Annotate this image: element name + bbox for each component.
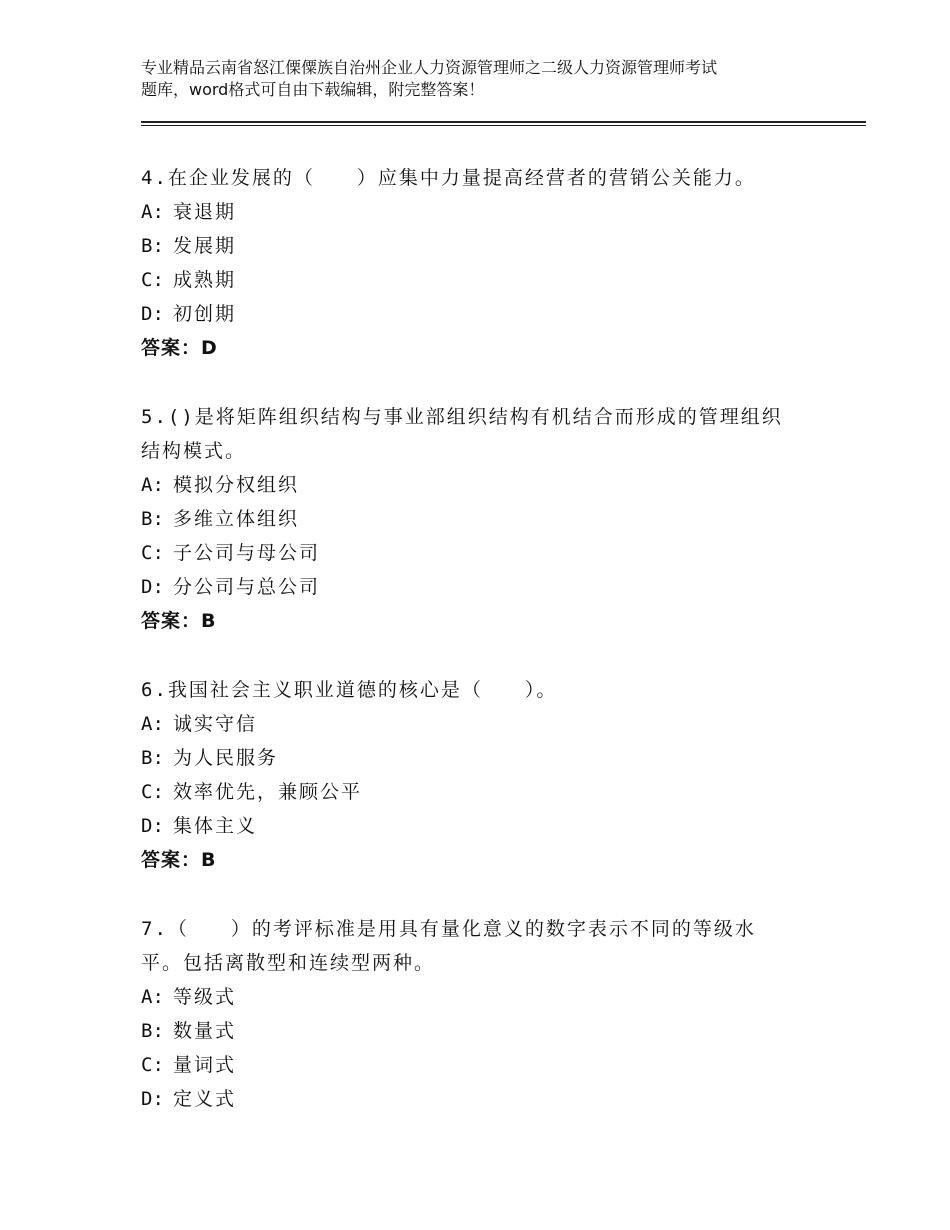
option-text: 数量式: [173, 1020, 237, 1042]
option-letter: B:: [141, 508, 164, 530]
option-text: 集体主义: [173, 815, 258, 837]
option-letter: A:: [141, 474, 164, 496]
option-text: 效率优先，兼顾公平: [173, 781, 363, 803]
question-stem: 4.在企业发展的（ ）应集中力量提高经营者的营销公关能力。: [141, 167, 756, 189]
option-letter: A:: [141, 713, 164, 735]
document-header: [141, 57, 831, 101]
header-divider-thick: [141, 121, 866, 123]
option-c: [141, 536, 841, 570]
question-6: [141, 673, 841, 877]
question-stem: 5.()是将矩阵组织结构与事业部组织结构有机结合而形成的管理组织: [141, 406, 783, 428]
question-5: [141, 400, 841, 638]
option-letter: A:: [141, 986, 164, 1008]
option-text: 衰退期: [173, 201, 237, 223]
option-text: 量词式: [173, 1054, 237, 1076]
answer-label: 答案：B: [141, 849, 217, 871]
option-letter: D:: [141, 576, 164, 598]
option-letter: B:: [141, 747, 164, 769]
option-text: 定义式: [173, 1088, 237, 1110]
option-letter: D:: [141, 1088, 164, 1110]
option-d: [141, 570, 841, 604]
question-stem-continued: 结构模式。: [141, 440, 247, 462]
header-divider-thin: [141, 125, 866, 126]
option-letter: D:: [141, 303, 164, 325]
option-text: 为人民服务: [173, 747, 279, 769]
question-stem-continued: 平。包括离散型和连续型两种。: [141, 952, 436, 974]
option-a: [141, 707, 841, 741]
option-a: [141, 980, 841, 1014]
option-d: [141, 297, 841, 331]
option-text: 诚实守信: [173, 713, 258, 735]
option-text: 等级式: [173, 986, 237, 1008]
option-letter: D:: [141, 815, 164, 837]
question-7: [141, 912, 841, 1116]
option-b: [141, 1014, 841, 1048]
answer-label: 答案：B: [141, 610, 217, 632]
option-b: [141, 741, 841, 775]
option-letter: C:: [141, 1054, 164, 1076]
option-c: [141, 1048, 841, 1082]
option-text: 分公司与总公司: [173, 576, 321, 598]
option-letter: B:: [141, 1020, 164, 1042]
question-stem: 7.（ ）的考评标准是用具有量化意义的数字表示不同的等级水: [141, 918, 756, 940]
option-d: [141, 1082, 841, 1116]
option-text: 模拟分权组织: [173, 474, 300, 496]
header-title-line-2: 题库，word格式可自由下载编辑，附完整答案！: [141, 80, 485, 99]
option-d: [141, 809, 841, 843]
option-c: [141, 263, 841, 297]
header-title-line-1: 专业精品云南省怒江傈僳族自治州企业人力资源管理师之二级人力资源管理师考试: [141, 58, 718, 77]
option-letter: C:: [141, 269, 164, 291]
question-stem: 6.我国社会主义职业道德的核心是（ ）。: [141, 679, 558, 701]
option-text: 成熟期: [173, 269, 237, 291]
option-a: [141, 468, 841, 502]
option-text: 子公司与母公司: [173, 542, 321, 564]
option-letter: C:: [141, 542, 164, 564]
option-a: [141, 195, 841, 229]
answer-label: 答案：D: [141, 337, 218, 359]
option-text: 初创期: [173, 303, 237, 325]
option-letter: B:: [141, 235, 164, 257]
option-b: [141, 229, 841, 263]
option-c: [141, 775, 841, 809]
option-text: 多维立体组织: [173, 508, 300, 530]
option-b: [141, 502, 841, 536]
option-letter: C:: [141, 781, 164, 803]
question-4: [141, 161, 841, 365]
option-letter: A:: [141, 201, 164, 223]
option-text: 发展期: [173, 235, 237, 257]
